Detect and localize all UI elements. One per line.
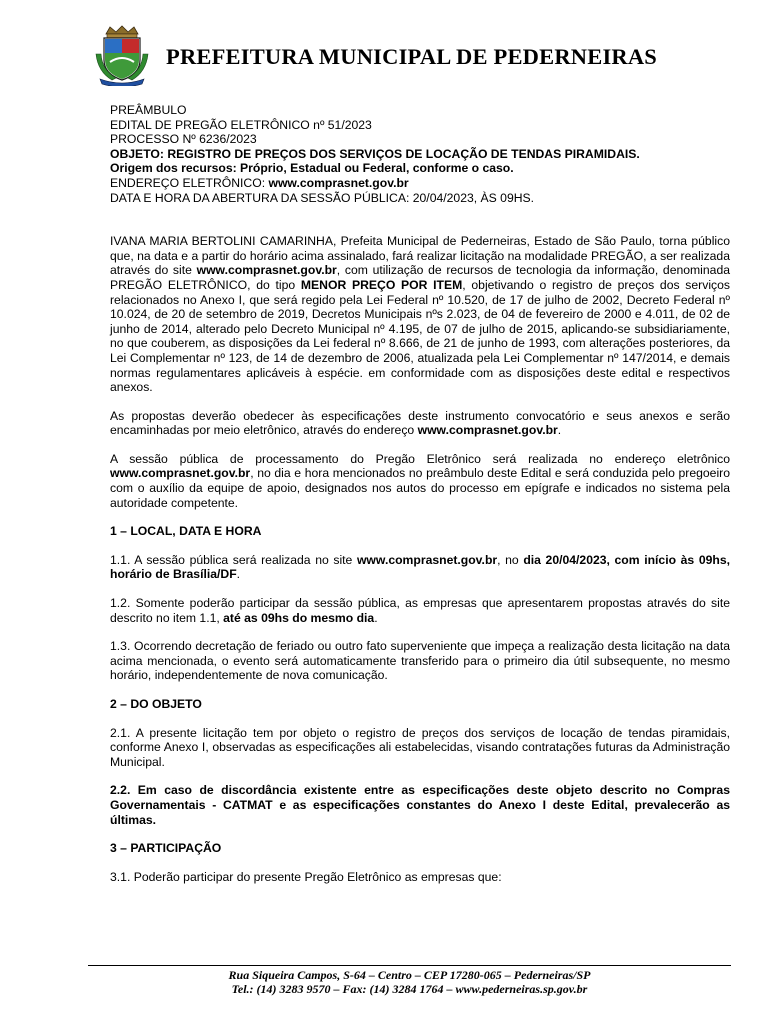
page-title: PREFEITURA MUNICIPAL DE PEDERNEIRAS <box>166 44 658 69</box>
item-3-1: 3.1. Poderão participar do presente Pregão Eletrônico as empresas que: <box>110 869 502 884</box>
comprasnet-link[interactable]: www.comprasnet.gov.br <box>417 423 558 438</box>
session-datetime: dia 20/04/2023, com início às 09hs, horário de Brasília/DF <box>110 552 730 582</box>
item-text: 1.2. Somente poderão participar da sessão pública, as empresas que apresentarem propostas através do site descrito no item 1.1, <box>110 596 730 625</box>
endereco-eletronico <box>110 176 730 191</box>
footer-address: Rua Siqueira Campos, S-64 – Centro – CEP 17280-065 – Pederneiras/SP <box>228 968 591 982</box>
abertura-sessao: DATA E HORA DA ABERTURA DA SESSÃO PÚBLICA: 20/04/2023, ÀS 09HS. <box>110 190 535 205</box>
section-3-title: 3 – PARTICIPAÇÃO <box>110 841 222 856</box>
section-1-title: 1 – LOCAL, DATA E HORA <box>110 524 262 539</box>
origem-recursos: Origem dos recursos: Próprio, Estadual ou Federal, conforme o caso. <box>110 161 514 176</box>
intro-text: IVANA MARIA BERTOLINI CAMARINHA, Prefeita Municipal de Pederneiras, Estado de São Paulo, torna público que, na data e a partir do horário acima assinalado, fará realizar licitação na modalidade PREGÃO, a ser realizada através do site <box>110 234 730 278</box>
endereco-link[interactable]: www.comprasnet.gov.br <box>268 175 409 190</box>
tipo-licitacao: MENOR PREÇO POR ITEM <box>300 277 463 292</box>
item-text: . <box>236 567 241 582</box>
processo-number: PROCESSO Nº 6236/2023 <box>110 132 257 147</box>
preamble-heading: PREÂMBULO <box>110 103 187 117</box>
page-header <box>0 0 768 100</box>
edital-number: EDITAL DE PREGÃO ELETRÔNICO nº 51/2023 <box>110 117 372 132</box>
item-text: , no <box>497 552 524 567</box>
item-2-2: 2.2. Em caso de discordância existente entre as especificações deste objeto descrito no Compras Governamentais - CATMAT e as especificações constantes do Anexo I deste Edital, prevalecerão as últimas. <box>110 783 730 827</box>
page-footer <box>88 968 731 996</box>
item-1-2 <box>110 596 730 625</box>
item-1-1 <box>110 553 730 582</box>
item-2-1: 2.1. A presente licitação tem por objeto o registro de preços dos serviços de locação de tendas piramidais, conforme Anexo I, observadas as especificações ali estabelecidas, visando contratações futuras da Administração Municipal. <box>110 725 730 769</box>
comprasnet-link[interactable]: www.comprasnet.gov.br <box>356 552 498 567</box>
sessao-text: , no dia e hora mencionados no preâmbulo deste Edital e será conduzida pelo pregoeiro com o auxílio da equipe de apoio, designados nos autos do processo em epígrafe e indicados no sistema pela autoridade competente. <box>110 466 730 510</box>
item-text: . <box>374 610 378 625</box>
comprasnet-link[interactable]: www.comprasnet.gov.br <box>110 466 251 481</box>
item-1-3: 1.3. Ocorrendo decretação de feriado ou outro fato superveniente que impeça a realização desta licitação na data acima mencionada, o evento será automaticamente transferido para o primeiro dia útil subsequente, no mesmo horário, independentemente de nova comunicação. <box>110 639 730 683</box>
propostas-paragraph <box>110 409 730 438</box>
intro-text: , objetivando o registro de preços dos serviços relacionados no Anexo I, que será regido pela Lei Federal nº 10.520, de 17 de julho de 2002, Decreto Federal nº 10.024, de 20 de setembro de 2019, Decretos Municipais nºs 2.023, de 04 de fevereiro de 2000 e 4.011, de 02 de junho de 2014, alterado pelo Decreto Municipal nº 4.195, de 07 de julho de 2015, aplicando-se subsidiariamente, no que couberem, as disposições da Lei federal nº 8.666, de 21 de junho de 1993, com alterações posteriores, da Lei Complementar nº 123, de 14 de dezembro de 2006, atualizada pela Lei Complementar nº 147/2014, e demais normas regulamentares aplicáveis à espécie. em conformidade com as disposições deste edital e respectivos anexos. <box>110 277 730 395</box>
item-text: 1.1. A sessão pública será realizada no site <box>110 552 357 567</box>
deadline-text: até as 09hs do mesmo dia <box>223 610 375 625</box>
comprasnet-link[interactable]: www.comprasnet.gov.br <box>196 263 337 278</box>
document-body <box>110 103 730 884</box>
propostas-text: . <box>557 423 562 438</box>
objeto-line: OBJETO: REGISTRO DE PREÇOS DOS SERVIÇOS DE LOCAÇÃO DE TENDAS PIRAMIDAIS. <box>110 146 640 161</box>
propostas-text: As propostas deverão obedecer às especificações deste instrumento convocatório e seus anexos e serão encaminhadas por meio eletrônico, através do endereço <box>110 408 730 438</box>
sessao-paragraph <box>110 452 730 510</box>
endereco-label: ENDEREÇO ELETRÔNICO: <box>110 175 269 190</box>
municipal-coat-of-arms-icon <box>92 24 152 86</box>
section-2-title: 2 – DO OBJETO <box>110 697 202 711</box>
footer-divider <box>88 965 731 966</box>
footer-contact: Tel.: (14) 3283 9570 – Fax: (14) 3284 1764 – www.pederneiras.sp.gov.br <box>231 982 588 996</box>
sessao-text: A sessão pública de processamento do Pregão Eletrônico será realizada no endereço eletrônico <box>110 451 730 466</box>
intro-paragraph <box>110 234 730 395</box>
intro-text: , com utilização de recursos de tecnologia da informação, denominada PREGÃO ELETRÔNICO, do tipo <box>110 263 731 292</box>
